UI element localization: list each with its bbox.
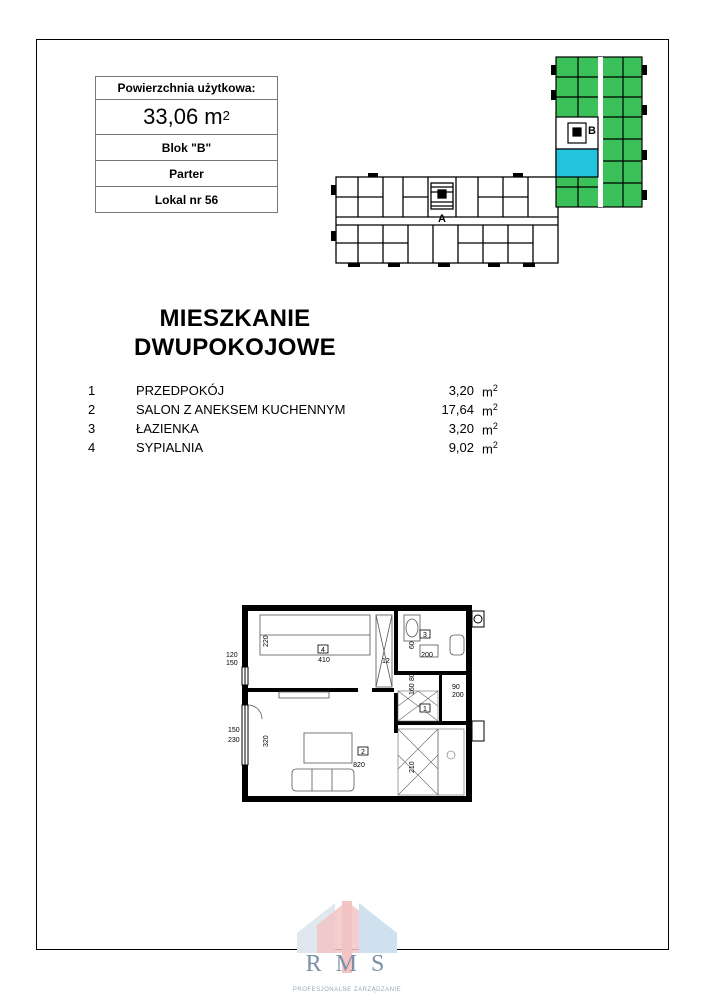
rms-logo: [277, 893, 417, 1000]
room-row: [88, 383, 508, 402]
unit-label: Lokal nr 56: [154, 192, 219, 207]
room-name: PRZEDPOKÓJ: [136, 383, 225, 398]
inner-walls: [248, 611, 466, 733]
dim-bath-width: 200: [421, 652, 433, 659]
room-row: [88, 440, 508, 459]
dim-wall-12: 12: [382, 658, 390, 665]
living-furniture: [248, 705, 354, 791]
room-tag-4: 4: [321, 647, 325, 654]
room-row: [88, 402, 508, 421]
room-list: [88, 383, 508, 459]
room-unit: $m^2$: [482, 383, 498, 400]
bathroom-fixtures: [404, 615, 464, 657]
dim-sill-1: 120: [226, 652, 238, 659]
apartment-title: [120, 304, 350, 362]
usable-area-value: [96, 100, 277, 135]
windows: [242, 667, 248, 765]
room-unit: $m^2$: [482, 402, 498, 419]
dim-living-height: 320: [263, 735, 270, 747]
house-roof-icon: [277, 893, 417, 1000]
dim-bedroom-height: 220: [263, 635, 270, 647]
hallway-floor: [398, 691, 438, 721]
floor-plan: [224, 605, 494, 823]
outer-walls: [242, 605, 472, 802]
floor-label: Parter: [96, 161, 277, 187]
block-a-label: A: [438, 213, 446, 225]
dim-kitchen-height: 210: [409, 761, 416, 773]
room-area: 17,64: [441, 402, 474, 417]
dim-closet-depth: 200: [452, 692, 464, 699]
room-unit: $m^2$: [482, 421, 498, 438]
dim-closet-width: 90: [452, 684, 460, 691]
room-number: 1: [88, 383, 96, 398]
room-number: 2: [88, 402, 96, 417]
dim-door: 80: [409, 673, 416, 681]
dim-living-width: 820: [353, 762, 365, 769]
room-tag-2: 2: [361, 749, 365, 756]
usable-area-label: Powierzchnia użytkowa:: [96, 77, 277, 100]
room-number: 4: [88, 440, 96, 455]
logo-text: RMS: [305, 951, 399, 977]
block-label: Blok "B": [96, 135, 277, 161]
room-name: SALON Z ANEKSEM KUCHENNYM: [136, 402, 346, 417]
block-b-label: B: [588, 125, 596, 137]
site-plan: [328, 55, 648, 270]
room-area: 3,20: [448, 383, 474, 398]
floorplan-labels: [226, 632, 464, 773]
entry-markers: [472, 611, 484, 741]
room-name: ŁAZIENKA: [136, 421, 199, 436]
dim-bath-small: 60: [409, 641, 416, 649]
room-tag-1: 1: [423, 706, 427, 713]
block-a: [336, 177, 558, 263]
dim-hall-height: 160: [409, 683, 416, 695]
room-area: 9,02: [448, 440, 474, 455]
info-box: [95, 76, 278, 213]
dim-sill-2: 150: [228, 727, 240, 734]
room-tag-3: 3: [423, 632, 427, 639]
dim-bedroom-width: 410: [318, 657, 330, 664]
room-unit: $m^2$: [482, 440, 498, 457]
room-row: [88, 421, 508, 440]
title-line-2: DWUPOKOJOWE: [134, 334, 336, 361]
area-number: 33,06 m: [143, 104, 223, 129]
block-b: [556, 57, 642, 207]
area-superscript: 2: [222, 107, 230, 123]
dim-window-2: 230: [228, 737, 240, 744]
room-number: 3: [88, 421, 96, 436]
title-line-1: MIESZKANIE: [159, 305, 311, 332]
dim-window-1: 150: [226, 660, 238, 667]
kitchen-floor: [398, 729, 464, 795]
room-area: 3,20: [448, 421, 474, 436]
logo-subtitle: PROFESJONALNE ZARZĄDZANIE: [292, 987, 402, 993]
room-name: SYPIALNIA: [136, 440, 204, 455]
